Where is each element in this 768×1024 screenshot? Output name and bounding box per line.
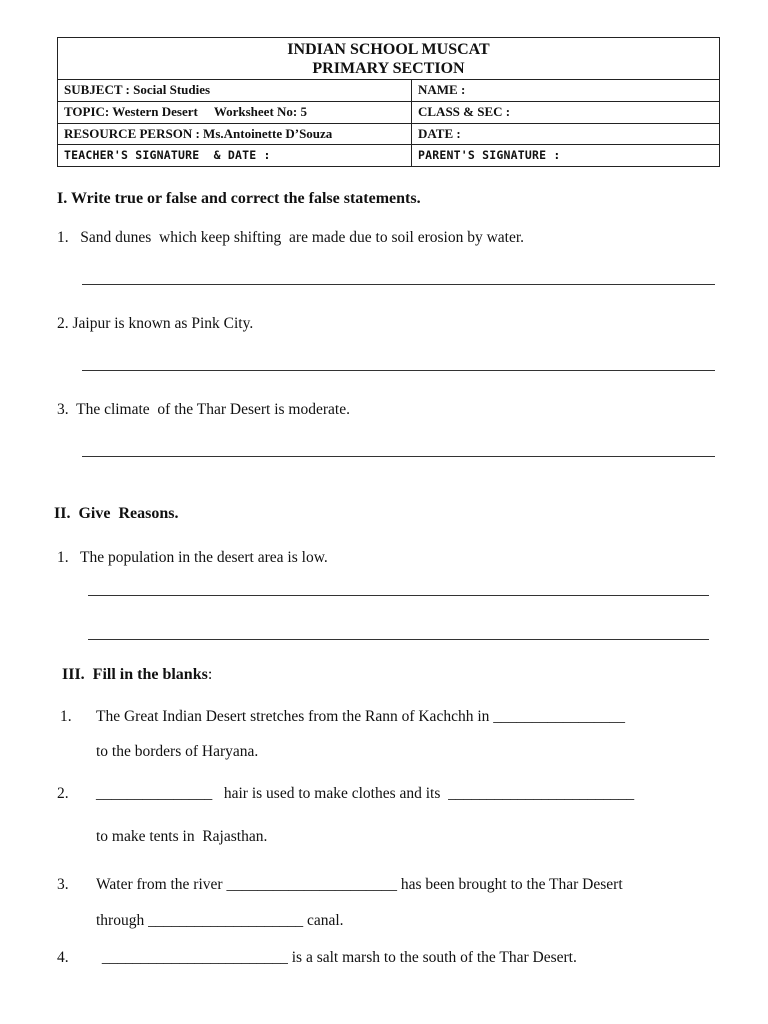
header-title-block [58, 38, 719, 80]
answer-line [88, 595, 709, 596]
answer-line [82, 370, 715, 371]
worksheet-header-table [57, 37, 720, 167]
fill-item-3-number: 3. [57, 876, 69, 893]
fill-item-3-line-1: Water from the river ______________________ has been brought to the Thar Desert [96, 876, 623, 893]
subject-field: SUBJECT : Social Studies [58, 80, 412, 101]
section2-item-1: 1. The population in the desert area is low. [57, 549, 328, 566]
fill-item-4-number: 4. [57, 949, 69, 966]
fill-item-2-number: 2. [57, 785, 69, 802]
section3-heading-colon: : [207, 666, 213, 683]
fill-item-3-line-2: through ____________________ canal. [96, 912, 344, 929]
answer-line [82, 284, 715, 285]
answer-line [82, 456, 715, 457]
fill-item-1-line-2: to the borders of Haryana. [96, 743, 259, 760]
section3-heading: III. Fill in the blanks [62, 666, 208, 683]
name-field: NAME : [418, 82, 466, 97]
fill-item-2-line-2: to make tents in Rajasthan. [96, 828, 268, 845]
section3-heading-wrap [62, 666, 212, 684]
date-field: DATE : [418, 125, 461, 141]
answer-line [88, 639, 709, 640]
fill-item-2-line-1: _______________ hair is used to make clothes and its ________________________ [96, 785, 635, 802]
school-name: INDIAN SCHOOL MUSCAT [287, 41, 490, 58]
header-row-subject [58, 80, 719, 102]
header-row-signatures [58, 145, 719, 167]
header-row-topic [58, 102, 719, 124]
teacher-signature-field: TEACHER'S SIGNATURE & DATE : [58, 145, 412, 167]
fill-item-4-line-1: ________________________ is a salt marsh to the south of the Thar Desert. [98, 949, 577, 966]
class-sec-field: CLASS & SEC : [418, 103, 511, 119]
section1-heading: I. Write true or false and correct the false statements. [57, 190, 421, 207]
resource-person-field: RESOURCE PERSON : Ms.Antoinette D’Souza [58, 124, 412, 145]
fill-item-1-number: 1. [60, 708, 72, 725]
section1-item-1: 1. Sand dunes which keep shifting are made due to soil erosion by water. [57, 229, 525, 246]
header-row-resource [58, 124, 719, 146]
section-name: PRIMARY SECTION [312, 60, 465, 77]
section1-item-2: 2. Jaipur is known as Pink City. [57, 315, 254, 332]
fill-item-1-line-1: The Great Indian Desert stretches from the Rann of Kachchh in _________________ [96, 708, 626, 725]
topic-field: TOPIC: Western Desert Worksheet No: 5 [58, 102, 412, 123]
section2-heading: II. Give Reasons. [54, 505, 179, 522]
section1-item-3: 3. The climate of the Thar Desert is moderate. [57, 401, 350, 418]
parent-signature-field: PARENT'S SIGNATURE : [418, 148, 561, 163]
